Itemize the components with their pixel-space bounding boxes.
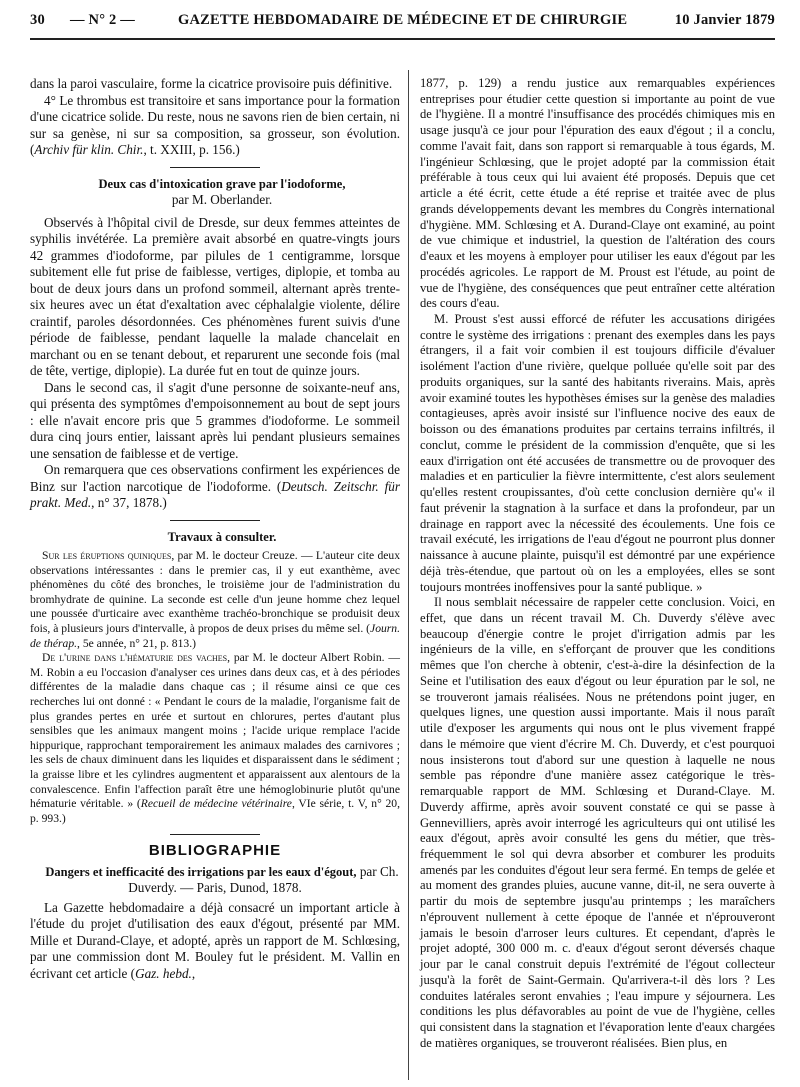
paragraph: M. Proust s'est aussi efforcé de réfuter les accusations dirigées contre le système des irrigations : prenant des exemples dans les pays étrangers, il a fait voir combien il est toujours difficile d'évaluer isolément l'action d'une rivière, quelque polluée qu'elle soit par des produits organiques, sur la santé des habitants riverains. Mais, après avoir examiné toutes les hypothèses émises sur la genèse des maladies contagieuses, après avoir insisté sur l'influence nocive des eaux de boisson ou des émanations produites par certains terrains infiltrés, il conclut, comme le président de la commission d'enquête, que si les eaux d'irrigation ont été accusées de transmettre ou de provoquer des maladies et en particulier la fièvre intermittente, c'est alors seulement qu'elles restent croupissantes, d'où cette conclusion dernière qu'« il faut prévenir la stagnation à la surface et dans la profondeur, par un drainage en rapport avec la nécessité des écoulements. Une fois ce travail exécuté, les irrigations de l'eau d'égout ne pourront plus donner naissance à aucune plainte, puisqu'il est démontré par une expérience déjà très-étendue, que partout où on les a employées, elles se sont toujours montrées inoffensives pour la santé publique. » — [420, 312, 775, 594]
paragraph: Il nous semblait nécessaire de rappeler cette conclusion. Voici, en effet, que dans un récent travail M. Ch. Duverdy s'élève avec beaucoup d'énergie contre le projet d'irrigation admis par les ingénieurs de la ville, en s'efforçant de prouver que les conditions mêmes que l'on cherche à obtenir, c'est-à-dire la désinfection de la Seine et l'utilisation des eaux d'égout ou leur épuration par le sol, ne se trouveront jamais réalisées. Nous ne prétendons point juger, en quelques lignes, une question aussi importante. Mais il nous paraît utile d'exposer les arguments qui nous ont le plus vivement frappé dans le mémoire que vient d'écrire M. Ch. Duverdy, et c'est pourquoi nous insisterons tout d'abord sur une question à laquelle ne nous semble pas répondre d'une manière assez catégorique le très-remarquable rapport de MM. Schlœsing et Durand-Claye. M. Duverdy affirme, après avoir souvent constaté ce qui se passe à Gennevilliers, après avoir interrogé les agriculteurs qui ont utilisé les eaux d'égout, après avoir consulté les gens du métier, que très-fréquemment le sol qui devra absorber et comburer les produits amenés par les conduites d'égout leur sera fermé. En temps de gelée et au moment des grandes pluies, aucune vanne, dit-il, ne sera ouverte à partir du mois de septembre jusqu'au printemps ; les maraîchers n'éprouvent nullement à cette époque de l'année et n'éprouveront jamais le besoin d'arroser leurs cultures. Et cependant, d'après le projet adopté, 300 000 m. c. d'eaux d'égout seront déversés chaque jour par le canal construit depuis l'extrémité de l'égout collecteur jusqu'à la forêt de Saint-Germain. Qu'arrivera-t-il dès lors ? Les conduites latérales seront envahies ; l'eau impure y séjournera. Les conditions les plus défavorables au point de vue de l'hygiène, celles qui consistent dans la stagnation et l'évaporation lente d'eaux chargées de matières organiques, se trouveront réalisées. Bien plus, en — [420, 595, 775, 1050]
header-rule — [30, 38, 775, 40]
section-title: Deux cas d'intoxication grave par l'iodoforme, — [98, 176, 346, 191]
paragraph: On remarquera que ces observations confirment les expériences de Binz sur l'action narcotique de l'iodoforme. (Deutsch. Zeitschr. für prakt. Med., n° 37, 1878.) — [30, 462, 400, 510]
paragraph: dans la paroi vasculaire, forme la cicatrice provisoire puis définitive. — [30, 76, 393, 91]
paragraph: De l'urine dans l'hématurie des vaches, par M. le docteur Albert Robin. — M. Robin a eu l'occasion d'analyser ces urines dans deux cas, et à des périodes différentes de la maladie dans chaque cas ; il résume ainsi ce que ces recherches lui ont donné : « Pendant le cours de la maladie, l'organisme fait de plus grandes pertes en urée et surtout en chlorures, pertes d'autant plus sensibles que les animaux mangent moins ; l'acide urique remplace l'acide hippurique, rapprochant temporairement les animaux malades des carnivores ; les sels de chaux diminuent dans les liquides et disparaissent dans le sédiment ; la graisse libre et les cylindres augmentent et apparaissent aux alentours de la convalescence. Enfin l'affection paraît être une hémoglobinurie plutôt qu'une hématurie véritable. » (Recueil de médecine vétérinaire, VIe série, t. V, n° 20, p. 993.) — [30, 651, 400, 825]
page-number: 30 — [30, 12, 45, 28]
column-divider — [408, 70, 409, 1080]
section-title: Travaux à consulter. — [167, 529, 277, 544]
paragraph: Sur les éruptions quiniques, par M. le docteur Creuze. — L'auteur cite deux observations intéressantes : dans le premier cas, il y eut exanthème, avec phénomènes du côté des bronches, le troisième jour de l'administration du bromhydrate de quinine. La seconde est celle d'un jeune homme chez lequel une poussée d'urticaire avec exanthème trachéo-bronchique se produisit deux fois, à plusieurs jours d'intervalle, à propos de deux prises du même sel. (Journ. de thérap., 5e année, n° 21, p. 813.) — [30, 549, 400, 650]
journal-title: GAZETTE HEBDOMADAIRE DE MÉDECINE ET DE CHIRURGIE — [178, 12, 628, 28]
paragraph: Observés à l'hôpital civil de Dresde, sur deux femmes atteintes de syphilis invétérée. La première avait absorbé en quatre-vingts jours 42 grammes d'iodoforme, par pilules de 1 centigramme, lorsque subitement elle fut prise de faiblesse, vertiges, diplopie, et tomba au bout de deux jours dans un profond sommeil, alternant après trente-six heures avec un état d'exaltation avec céphalalgie violente, délire craintif, paroles désordonnées. Ces phénomènes furent suivis d'une période de faiblesse, pendant laquelle la malade chancelait en marchant ou en se tenant debout, et reparurent une seconde fois (mal de tête, vertige, diplopie). La durée fut en tout de quinze jours. — [30, 214, 400, 378]
page-header — [30, 12, 775, 34]
left-column — [30, 76, 400, 982]
paragraph: 4° Le thrombus est transitoire et sans importance pour la formation d'une cicatrice solide. Du reste, nous ne savons rien de bien certain, ni sur sa genèse, ni sur sa composition, sa grosseur, son évolution. (Archiv für klin. Chir., t. XXIII, p. 156.) — [30, 92, 400, 157]
issue-number: — N° 2 — — [70, 12, 135, 28]
section-separator — [170, 834, 260, 835]
right-column — [420, 76, 775, 1052]
section-author: par M. Oberlander. — [171, 192, 273, 207]
section-separator — [170, 167, 260, 168]
paragraph: 1877, p. 129) a rendu justice aux remarquables expériences entreprises pour étudier cette question si importante au point de vue de l'hygiène. Il a montré l'insuffisance des procédés chimiques mis en usage jusqu'à ce jour pour l'épuration des eaux d'égout ; il a conclu, comme l'avait fait, dans son rapport si remarquable à tous égards, M. l'ingénieur Schlœsing, que le projet adopté par la commission était préférable à tous ceux qui lui avaient été proposés. Depuis que cet article a été écrit, cette étude a été reprise et traitée avec de plus grands développements devant les membres du Congrès international d'hygiène. MM. Schlœsing et A. Durand-Claye ont examiné, au point de vue chimique et industriel, la question de l'altération des cours d'eaux et les moyens à employer pour utiliser les eaux d'égout par les procédés agricoles. Le rapport de M. Proust est l'étude, au point de vue de l'hygiène, des conséquences que peut entraîner cette altération des cours d'eau. — [420, 76, 775, 311]
bibliography-title: Dangers et inefficacité des irrigations par les eaux d'égout, par Ch. Duverdy. — Paris, Dunod, 1878. — [45, 863, 399, 896]
paragraph: Dans le second cas, il s'agit d'une personne de soixante-neuf ans, qui présenta des symptômes d'empoisonnement au bout de sept jours : elle n'avait encore pris que 5 grammes d'iodoforme. Le sommeil dura cinq jours entier, laissant après lui pendant plusieurs semaines une sensation de faiblesse et de vertige. — [30, 379, 400, 461]
paragraph: La Gazette hebdomadaire a déjà consacré un important article à l'étude du projet d'utilisation des eaux d'égout, présenté par MM. Mille et Durand-Claye, et adopté, après un rapport de M. Schlœsing, par une commission dont M. Bouley fut le président. M. Vallin en écrivant cet article (Gaz. hebd., — [30, 899, 400, 981]
issue-date: 10 Janvier 1879 — [674, 12, 775, 28]
bibliography-heading: BIBLIOGRAPHIE — [148, 842, 282, 860]
section-separator — [170, 520, 260, 521]
references-block — [30, 549, 400, 826]
